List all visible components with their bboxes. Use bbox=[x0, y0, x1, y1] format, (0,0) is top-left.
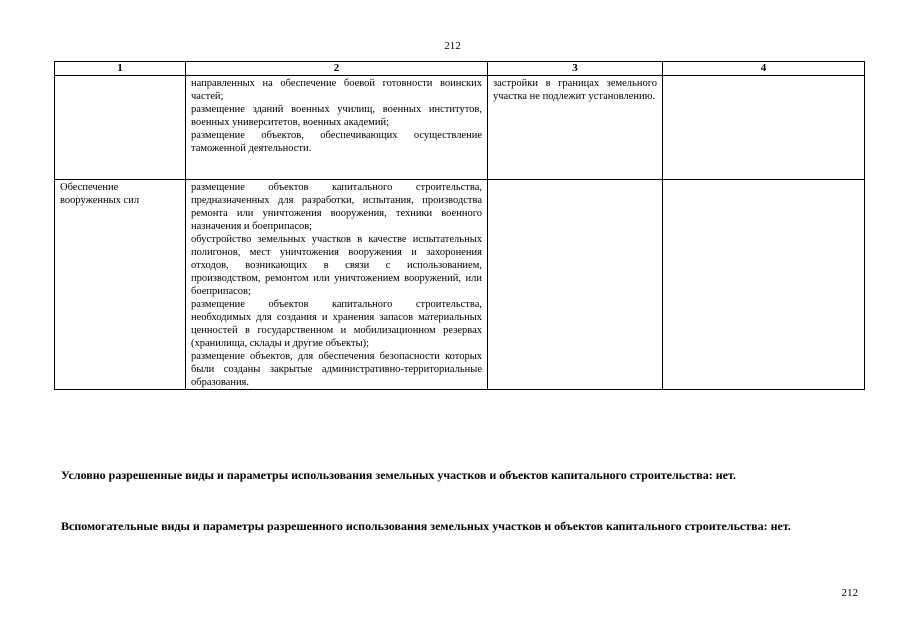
column-header-1: 1 bbox=[55, 62, 186, 76]
row2-description-para: размещение объектов капитального строительства, предназначенных для разработки, испытания, производства ремонта или уничтожения вооружения, техники военного назначения и боеприпасов; bbox=[191, 182, 482, 232]
row1-description-cell bbox=[186, 76, 488, 180]
table-row bbox=[55, 180, 865, 390]
page-number-top: 212 bbox=[444, 40, 461, 52]
row1-use-type-cell bbox=[55, 76, 186, 180]
table-row bbox=[55, 76, 865, 180]
row2-use-type-cell: Обеспечение вооруженных сил bbox=[55, 180, 186, 390]
row1-col4-cell bbox=[663, 76, 865, 180]
auxiliary-uses-paragraph: Вспомогательные виды и параметры разрешенного использования земельных участков и объектов капитального строительства: нет. bbox=[61, 519, 791, 533]
row1-description-para: направленных на обеспечение боевой готовности воинских частей; bbox=[191, 78, 482, 102]
row2-parameters-cell bbox=[488, 180, 663, 390]
page-number-bottom: 212 bbox=[841, 587, 858, 599]
row1-description-para: размещение объектов, обеспечивающих осуществление таможенной деятельности. bbox=[191, 130, 482, 154]
conditional-uses-paragraph: Условно разрешенные виды и параметры использования земельных участков и объектов капитального строительства: нет. bbox=[61, 468, 736, 482]
row1-description-para: размещение зданий военных училищ, военных институтов, военных университетов, военных академий; bbox=[191, 104, 482, 128]
column-header-3: 3 bbox=[488, 62, 663, 76]
column-header-4: 4 bbox=[663, 62, 865, 76]
land-use-table bbox=[54, 61, 865, 390]
row2-description-para: размещение объектов капитального строительства, необходимых для создания и хранения запасов материальных ценностей в государственном и мобилизационном резервах (хранилища, склады и другие объекты); bbox=[191, 299, 482, 349]
table-header-row bbox=[55, 62, 865, 76]
row2-description-cell bbox=[186, 180, 488, 390]
row2-col4-cell bbox=[663, 180, 865, 390]
row1-parameters-text: застройки в границах земельного участка не подлежит установлению. bbox=[493, 78, 657, 102]
row1-parameters-cell bbox=[488, 76, 663, 180]
row2-description-para: размещение объектов, для обеспечения безопасности которых были созданы закрытые административно-территориальные образования. bbox=[191, 351, 482, 388]
row2-description-para: обустройство земельных участков в качестве испытательных полигонов, мест уничтожения вооружения и захоронения отходов, возникающих в связи с использованием, производством, ремонтом или уничтожением вооружений, или боеприпасов; bbox=[191, 234, 482, 297]
column-header-2: 2 bbox=[186, 62, 488, 76]
